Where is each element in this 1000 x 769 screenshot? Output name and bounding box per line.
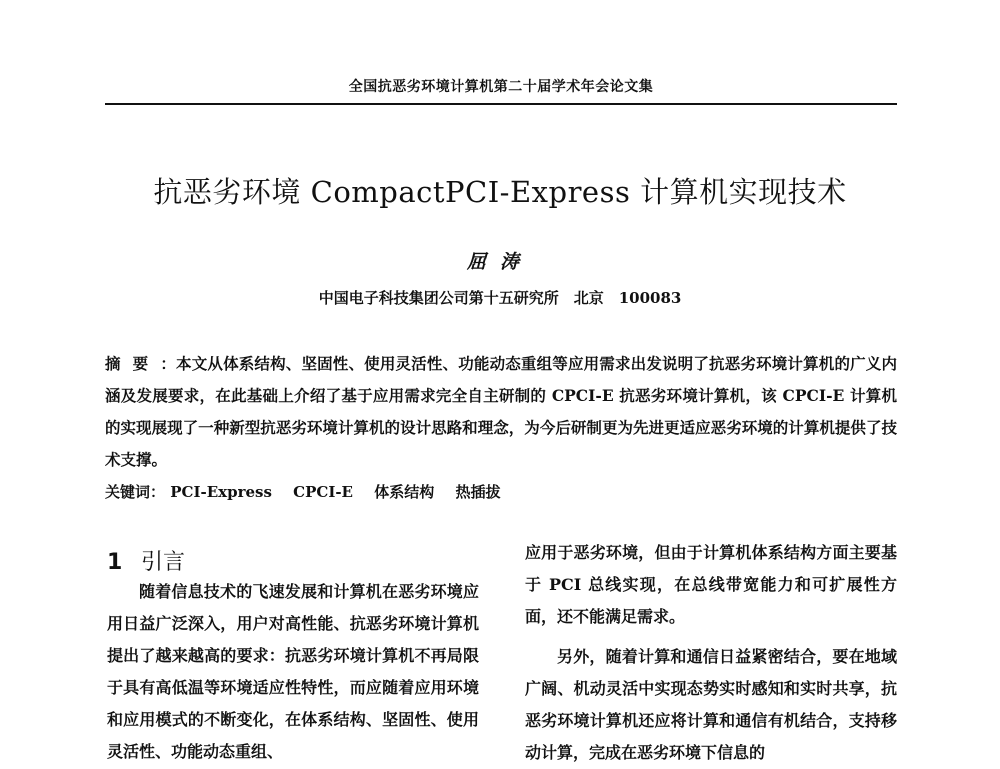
keyword-item: PCI-Express (170, 483, 272, 501)
header-rule (105, 103, 897, 105)
abstract (105, 348, 897, 476)
keyword-item: 热插拔 (455, 483, 501, 501)
keyword-item: 体系结构 (374, 483, 435, 501)
right-column (525, 537, 897, 769)
body-paragraph: 随着信息技术的飞速发展和计算机在恶劣环境应用日益广泛深入，用户对高性能、抗恶劣环境计算机提出了越来越高的要求：抗恶劣环境计算机不再局限于具有高低温等环境适应性特性，而应随着应用环境和应用模式的不断变化，在体系结构、坚固性、使用灵活性、功能动态重组、 (107, 582, 479, 761)
section-number: 1 (107, 550, 123, 575)
abstract-label: 摘要 (105, 354, 161, 373)
paper-affiliation: 中国电子科技集团公司第十五研究所 北京 100083 (318, 289, 682, 307)
keywords-label: 关键词： (105, 483, 166, 501)
body-paragraph: 另外，随着计算和通信日益紧密结合，要在地域广阔、机动灵活中实现态势实时感知和实时共享，抗恶劣环境计算机还应将计算和通信有机结合，支持移动计算，完成在恶劣环境下信息的 (525, 647, 897, 762)
running-header: 全国抗恶劣环境计算机第二十届学术年会论文集 (348, 79, 654, 95)
keywords (105, 478, 897, 506)
section-heading (107, 545, 185, 576)
left-column (107, 576, 479, 768)
paper-author: 屈涛 (466, 251, 533, 273)
keyword-item: CPCI-E (293, 483, 353, 501)
section-title: 引言 (141, 550, 186, 575)
abstract-text: ：本文从体系结构、坚固性、使用灵活性、功能动态重组等应用需求出发说明了抗恶劣环境计算机的广义内涵及发展要求，在此基础上介绍了基于应用需求完全自主研制的 CPCI-E 抗恶劣环境计算机，该 CPCI-E 计算机的实现展现了一种新型抗恶劣环境计算机的设计思路和理念，为今后研制更为先进更适应恶劣环境的计算机提供了技术支撑。 (105, 354, 897, 469)
body-paragraph: 应用于恶劣环境，但由于计算机体系结构方面主要基于 PCI 总线实现，在总线带宽能力和可扩展性方面，还不能满足需求。 (525, 543, 897, 626)
paper-title: 抗恶劣环境 CompactPCI-Express 计算机实现技术 (153, 175, 847, 209)
